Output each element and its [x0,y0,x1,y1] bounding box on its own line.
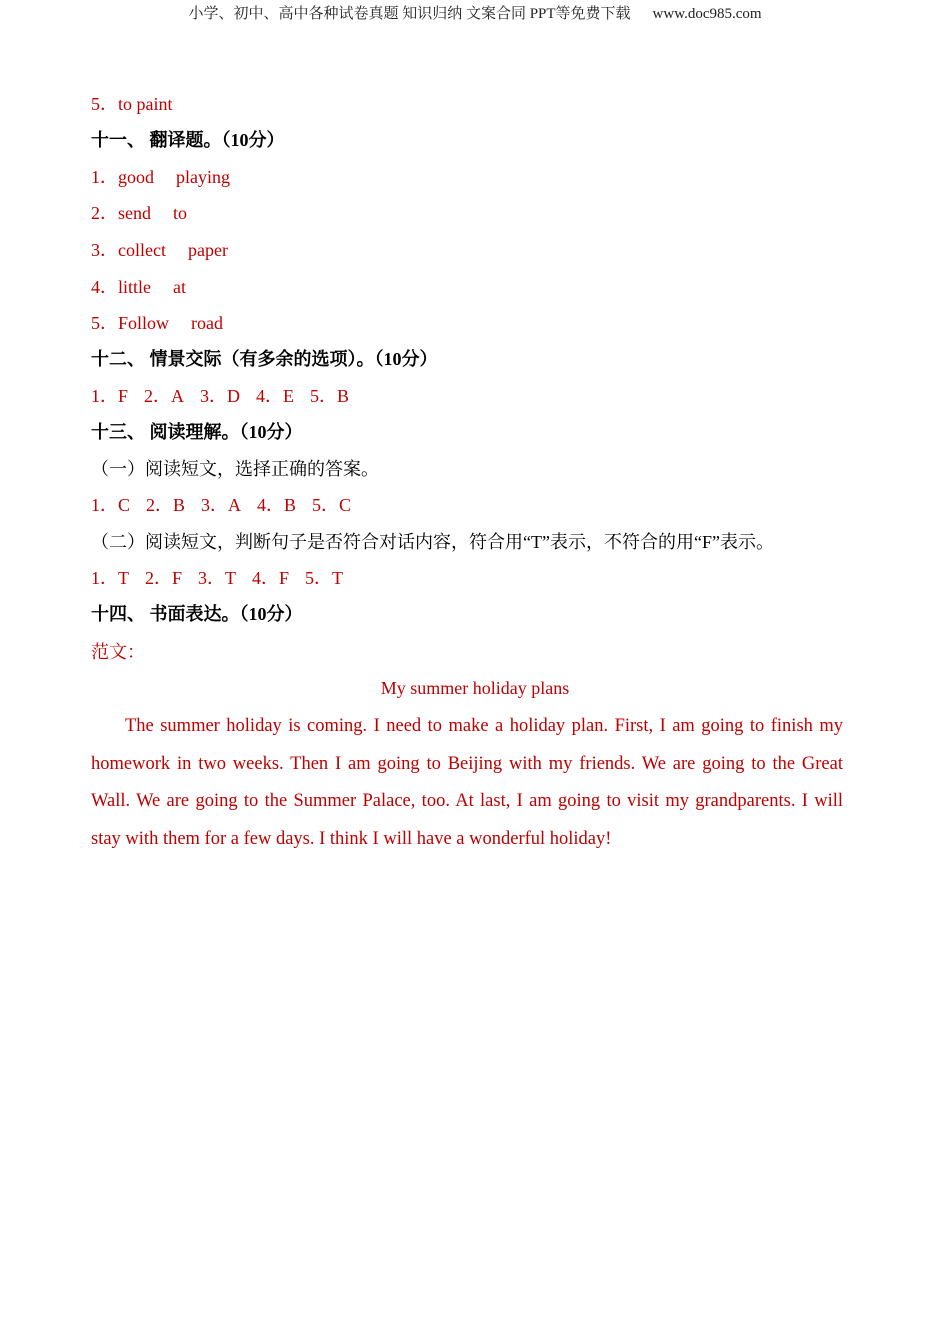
item-number: 4． [91,277,118,297]
translation-item-4 [91,275,186,299]
answer: 3．A [201,495,242,515]
section-12-answers [91,384,349,408]
sample-label: 范文： [91,642,145,662]
section-13-part1-label: （一）阅读短文，选择正确的答案。 [91,459,379,479]
answer-word: playing [176,167,230,187]
section-13-part2-label: （二）阅读短文，判断句子是否符合对话内容，符合用“T”表示，不符合的用“F”表示。 [91,532,774,552]
translation-item-3 [91,238,228,262]
section-13-heading: 十三、 阅读理解。（10分） [91,422,303,442]
item-number: 5． [91,313,118,333]
answer: 3．D [200,386,241,406]
section-11-heading: 十一、 翻译题。（10分） [91,130,285,150]
answer: 1．F [91,386,129,406]
answer-word: to [173,203,188,223]
answer-word: send [118,203,151,223]
answer: 5．T [305,568,344,588]
answer-word: road [191,313,223,333]
translation-item-1 [91,165,230,189]
essay-title: My summer holiday plans [380,678,570,698]
item-number: 5． [91,94,118,114]
answer: 5．B [310,386,350,406]
section-14-heading: 十四、 书面表达。（10分） [91,604,303,624]
answer: 3．T [198,568,237,588]
answer-word: little [118,277,151,297]
item-number: 1． [91,167,118,187]
prev-item [91,92,173,116]
answer: 1．C [91,495,131,515]
section-12-heading: 十二、 情景交际（有多余的选项）。（10分） [91,349,438,369]
answer-word: good [118,167,154,187]
header-text: 小学、初中、高中各种试卷真题 知识归纳 文案合同 PPT等免费下载 [188,6,631,22]
translation-item-2 [91,201,187,225]
answer: 4．E [256,386,295,406]
page-header [0,2,950,23]
answer: 4．B [257,495,297,515]
header-url: www.doc985.com [652,6,762,22]
section-13-part1-answers [91,493,351,517]
answer-word: paper [187,240,228,260]
item-number: 2． [91,203,118,223]
essay-body: The summer holiday is coming. I need to make a holiday plan. First, I am going to finish my homework in two weeks. Then I am going to Beijing with my friends. We are going to the Great Wall. We are going to the Summer Palace, too. At last, I am going to visit my grandparents. I will stay with them for a few days. I think I will have a wonderful holiday! [91,716,843,849]
item-number: 3． [91,240,118,260]
answer: 1．T [91,568,129,588]
answer-word: at [173,277,186,297]
answer: 4．F [252,568,290,588]
translation-item-5 [91,311,223,335]
answer-word: collect [118,240,166,260]
answer: 2．F [145,568,183,588]
answer: 2．B [146,495,186,515]
section-13-part2-answers [91,566,343,590]
answer: 2．A [144,386,185,406]
answer-word: Follow [118,313,170,333]
answer: 5．C [312,495,352,515]
item-text: to paint [118,94,173,114]
